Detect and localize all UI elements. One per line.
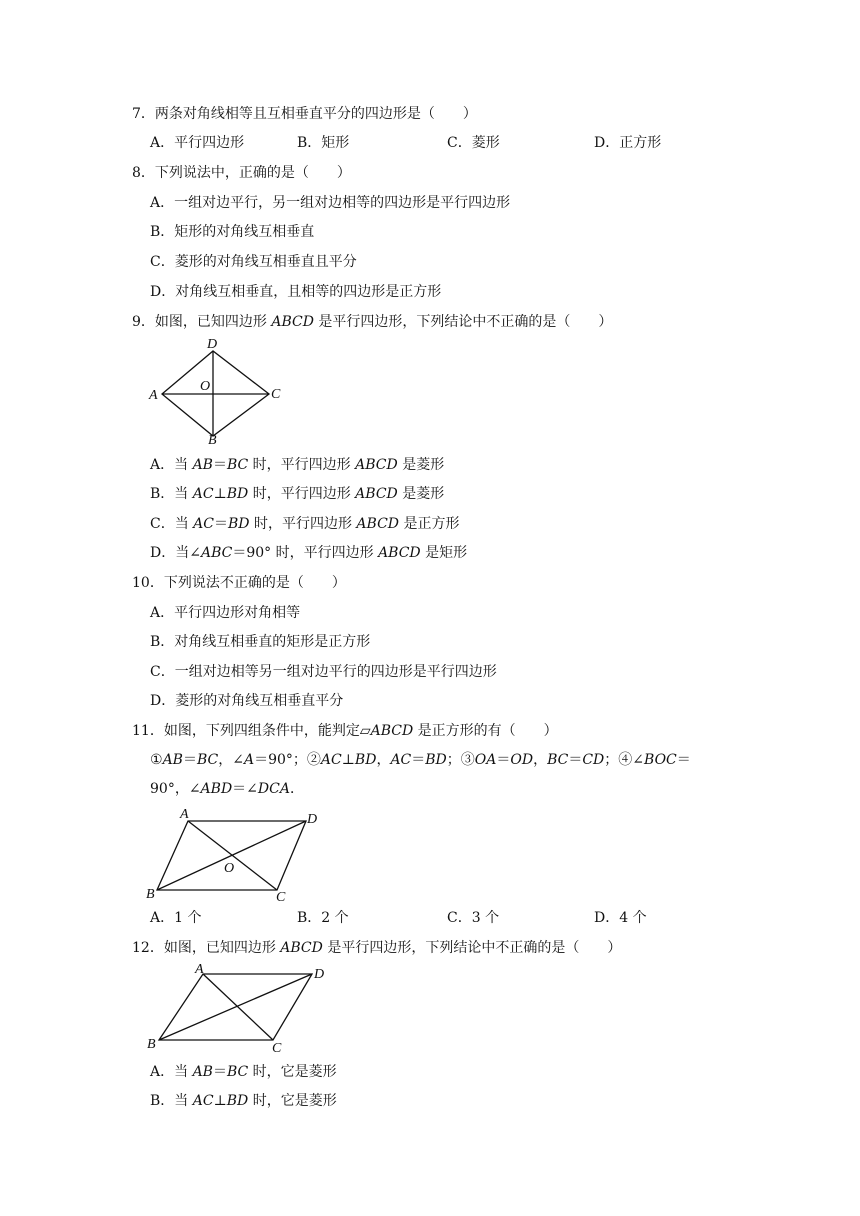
q9-rhombus-figure (140, 335, 290, 448)
q9-label-o: O (200, 379, 211, 394)
q12-label-d: D (314, 967, 325, 982)
q12-label-a: A (195, 962, 204, 977)
q8-stem: 8．下列说法中，正确的是（ ） (132, 165, 351, 181)
q10-option-b: B．对角线互相垂直的矩形是正方形 (150, 634, 371, 650)
q7-option-d: D．正方形 (594, 135, 662, 151)
q12-label-c: C (272, 1041, 282, 1056)
q11-label-d: D (307, 812, 318, 827)
q9-stem: 9．如图，已知四边形 ABCD 是平行四边形，下列结论中不正确的是（ ） (132, 314, 613, 330)
q10-option-a: A．平行四边形对角相等 (150, 605, 301, 621)
q11-label-o: O (224, 861, 235, 876)
q8-option-d: D．对角线互相垂直，且相等的四边形是正方形 (150, 284, 442, 300)
q11-stem: 11．如图，下列四组条件中，能判定▱ABCD 是正方形的有（ ） (132, 723, 558, 739)
q9-label-c: C (271, 387, 281, 402)
q11-conditions-line2: 90°，∠ABD＝∠DCA． (150, 781, 304, 797)
q9-option-d: D．当∠ABC＝90° 时，平行四边形 ABCD 是矩形 (150, 545, 468, 561)
q7-option-c: C．菱形 (447, 135, 500, 151)
q8-option-a: A．一组对边平行，另一组对边相等的四边形是平行四边形 (150, 195, 511, 211)
q10-option-c: C．一组对边相等另一组对边平行的四边形是平行四边形 (150, 664, 497, 680)
q10-stem: 10．下列说法不正确的是（ ） (132, 575, 346, 591)
q7-stem: 7．两条对角线相等且互相垂直平分的四边形是（ ） (132, 106, 477, 122)
q12-parallelogram-figure (140, 962, 340, 1062)
q9-option-a: A．当 AB＝BC 时，平行四边形 ABCD 是菱形 (150, 457, 445, 473)
q9-label-d: D (207, 337, 218, 352)
q10-option-d: D．菱形的对角线互相垂直平分 (150, 693, 344, 709)
q7-option-b: B．矩形 (297, 135, 350, 151)
q12-stem: 12．如图，已知四边形 ABCD 是平行四边形，下列结论中不正确的是（ ） (132, 940, 622, 956)
q9-option-c: C．当 AC＝BD 时，平行四边形 ABCD 是正方形 (150, 516, 460, 532)
q9-option-b: B．当 AC⊥BD 时，平行四边形 ABCD 是菱形 (150, 486, 445, 502)
q8-option-c: C．菱形的对角线互相垂直且平分 (150, 254, 357, 270)
q11-parallelogram-figure (140, 805, 340, 905)
q11-option-d: D．4 个 (594, 910, 647, 926)
q8-option-b: B．矩形的对角线互相垂直 (150, 224, 315, 240)
q9-label-a: A (149, 388, 158, 403)
q12-option-b: B．当 AC⊥BD 时，它是菱形 (150, 1093, 337, 1109)
q9-label-b: B (208, 433, 217, 448)
q11-conditions-line1: ①AB＝BC，∠A＝90°；②AC⊥BD，AC＝BD；③OA＝OD，BC＝CD；④∠BOC＝ (150, 752, 691, 768)
q11-option-c: C．3 个 (447, 910, 500, 926)
q12-option-a: A．当 AB＝BC 时，它是菱形 (150, 1064, 337, 1080)
q11-label-b: B (146, 887, 155, 902)
q11-option-a: A．1 个 (150, 910, 202, 926)
q11-label-a: A (180, 807, 189, 822)
q7-option-a: A．平行四边形 (150, 135, 245, 151)
q12-label-b: B (147, 1037, 156, 1052)
q11-label-c: C (276, 890, 286, 905)
q11-option-b: B．2 个 (297, 910, 349, 926)
